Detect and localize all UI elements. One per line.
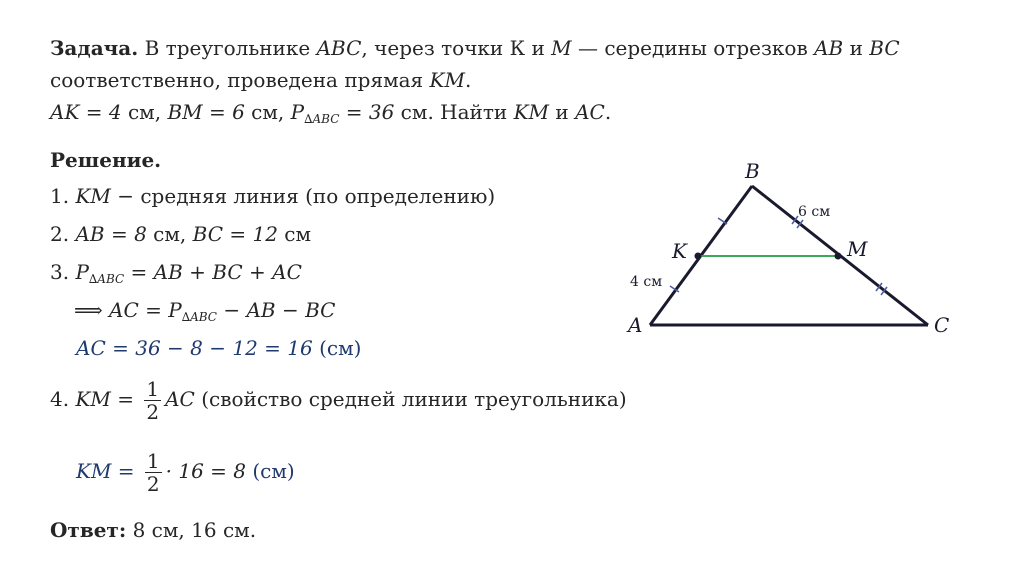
label-ak-length: 4 см xyxy=(630,274,663,290)
tick-mc-2 xyxy=(881,287,887,295)
answer-line: Ответ: 8 см, 16 см. xyxy=(50,518,257,542)
point-k xyxy=(695,253,702,260)
fraction-one-half: $\frac{1}{2}$ xyxy=(146,377,160,424)
tick-bm-2 xyxy=(797,220,803,228)
label-m: M xyxy=(847,237,868,261)
solution-step-5: KM = $\frac{1}{2}$ · 16 = 8 (см) xyxy=(76,449,295,496)
tick-bm-1 xyxy=(792,216,798,224)
side-ab xyxy=(650,186,752,325)
label-a: A xyxy=(628,313,643,337)
problem-line-2: соответственно, проведена прямая KM. xyxy=(50,68,472,92)
problem-line-3: AK = 4 см, BM = 6 см, $P_{\Delta ABC} = 36$ см. Найти KM и AC. xyxy=(50,100,612,126)
solution-step-3c: AC = 36 − 8 − 12 = 16 (см) xyxy=(76,336,362,360)
label-k: K xyxy=(672,239,687,263)
solution-step-4: 4. KM = $\frac{1}{2}$ AC (свойство средней линии треугольника) xyxy=(50,377,627,424)
label-bm-length: 6 см xyxy=(798,204,831,220)
solution-step-1: 1. KM − средняя линия (по определению) xyxy=(50,184,496,208)
solution-step-3: 3. $P_{\Delta ABC}$ = AB + BC + AC xyxy=(50,260,302,286)
answer-label: Ответ: xyxy=(50,518,127,542)
solution-step-3b: ⟹ AC = $P_{\Delta ABC}$ − AB − BC xyxy=(74,298,336,324)
triangle-sides xyxy=(650,186,928,325)
label-c: C xyxy=(934,313,950,337)
solution-step-2: 2. AB = 8 см, BC = 12 см xyxy=(50,222,312,246)
label-b: B xyxy=(745,159,760,183)
tick-mc-1 xyxy=(876,283,882,291)
problem-line-1: Задача. В треугольнике ABC, через точки К и M — середины отрезков AB и BC xyxy=(50,36,900,60)
tick-marks xyxy=(670,216,887,295)
tick-ka xyxy=(670,286,679,292)
side-bc xyxy=(752,186,928,325)
solution-title: Решение. xyxy=(50,148,162,172)
problem-label: Задача. xyxy=(50,36,139,60)
tick-bk xyxy=(718,218,727,224)
fraction-one-half-2: $\frac{1}{2}$ xyxy=(146,449,160,496)
point-m xyxy=(835,253,842,260)
